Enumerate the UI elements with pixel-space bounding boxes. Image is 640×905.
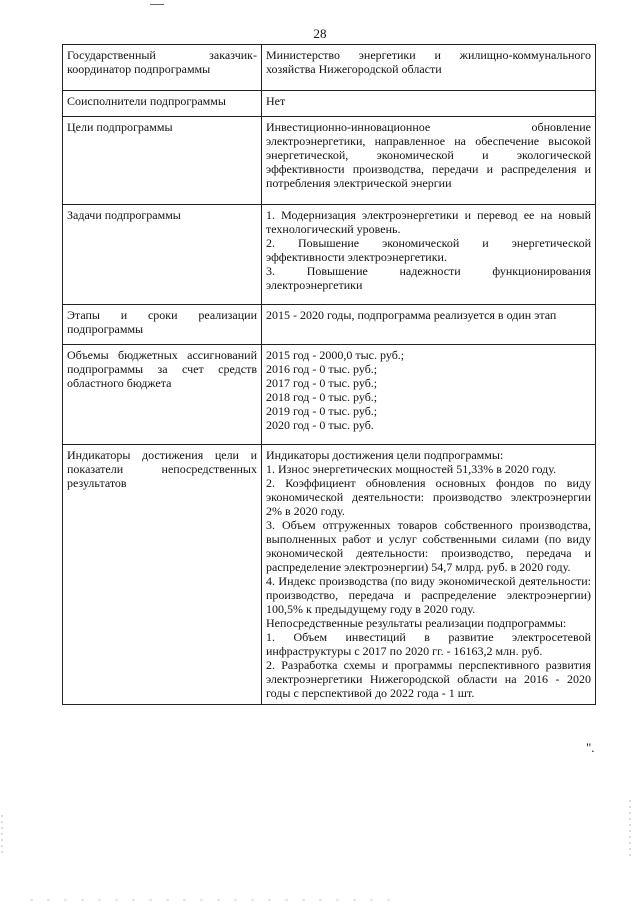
value-line: 2. Разработка схемы и программы перспективного развития электроэнергетики Нижегородской области на 2016 - 2020 годы с перспективой до 2022 года - 1 шт. — [266, 658, 591, 700]
value-line: Нет — [266, 94, 286, 108]
value-line: Инвестиционно-инновационное обновление электроэнергетики, направленное на обеспечение высокой энергетической, экономической и экологической эффективности производства, передачи и распределения и потребления электрической энергии — [266, 120, 591, 190]
value-line: Министерство энергетики и жилищно-коммунального хозяйства Нижегородской области — [266, 48, 591, 76]
row-label: Задачи подпрограммы — [63, 205, 262, 305]
row-label: Соисполнители подпрограммы — [63, 91, 262, 117]
row-label: Объемы бюджетных ассигнований подпрограммы за счет средств областного бюджета — [63, 345, 262, 445]
value-line: 3. Повышение надежности функционирования электроэнергетики — [266, 264, 591, 292]
row-label: Государственный заказчик-координатор подпрограммы — [63, 45, 262, 91]
closing-quote-mark: ". — [586, 740, 595, 755]
value-line: 2015 год - 2000,0 тыс. руб.; — [266, 348, 405, 362]
row-label: Индикаторы достижения цели и показатели непосредственных результатов — [63, 445, 262, 705]
value-line: 2. Коэффициент обновления основных фондов по виду экономической деятельности: производство электроэнергии 2% в 2020 году. — [266, 476, 591, 518]
value-line: 2018 год - 0 тыс. руб.; — [266, 390, 378, 404]
value-line: 2019 год - 0 тыс. руб.; — [266, 404, 378, 418]
value-line: 4. Индекс производства (по виду экономической деятельности: производство, передача и распределение электроэнергии) 100,5% к предыдущему году в 2020 году. — [266, 574, 591, 616]
value-line: Непосредственные результаты реализации подпрограммы: — [266, 616, 567, 630]
value-line: 1. Износ энергетических мощностей 51,33% в 2020 году. — [266, 462, 557, 476]
value-line: 2016 год - 0 тыс. руб.; — [266, 362, 378, 376]
row-label: Цели подпрограммы — [63, 117, 262, 205]
value-line: 2. Повышение экономической и энергетической эффективности электроэнергетики. — [266, 236, 591, 264]
value-line: 2015 - 2020 годы, подпрограмма реализуется в один этап — [266, 308, 557, 322]
row-label: Этапы и сроки реализации подпрограммы — [63, 305, 262, 345]
value-line: 1. Объем инвестиций в развитие электросетевой инфраструктуры с 2017 по 2020 гг. - 16163,2 млн. руб. — [266, 630, 591, 658]
value-line: Индикаторы достижения цели подпрограммы: — [266, 448, 504, 462]
value-line: 1. Модернизация электроэнергетики и перевод ее на новый технологический уровень. — [266, 208, 591, 236]
value-line: 3. Объем отгруженных товаров собственного производства, выполненных работ и услуг собственными силами (по виду экономической деятельности: производство, передача и распределение электроэнергии) 54,7 млрд. руб. в 2020 году. — [266, 518, 591, 574]
value-line: 2017 год - 0 тыс. руб.; — [266, 376, 378, 390]
value-line: 2020 год - 0 тыс. руб. — [266, 418, 374, 432]
page-number: 28 — [313, 26, 327, 41]
